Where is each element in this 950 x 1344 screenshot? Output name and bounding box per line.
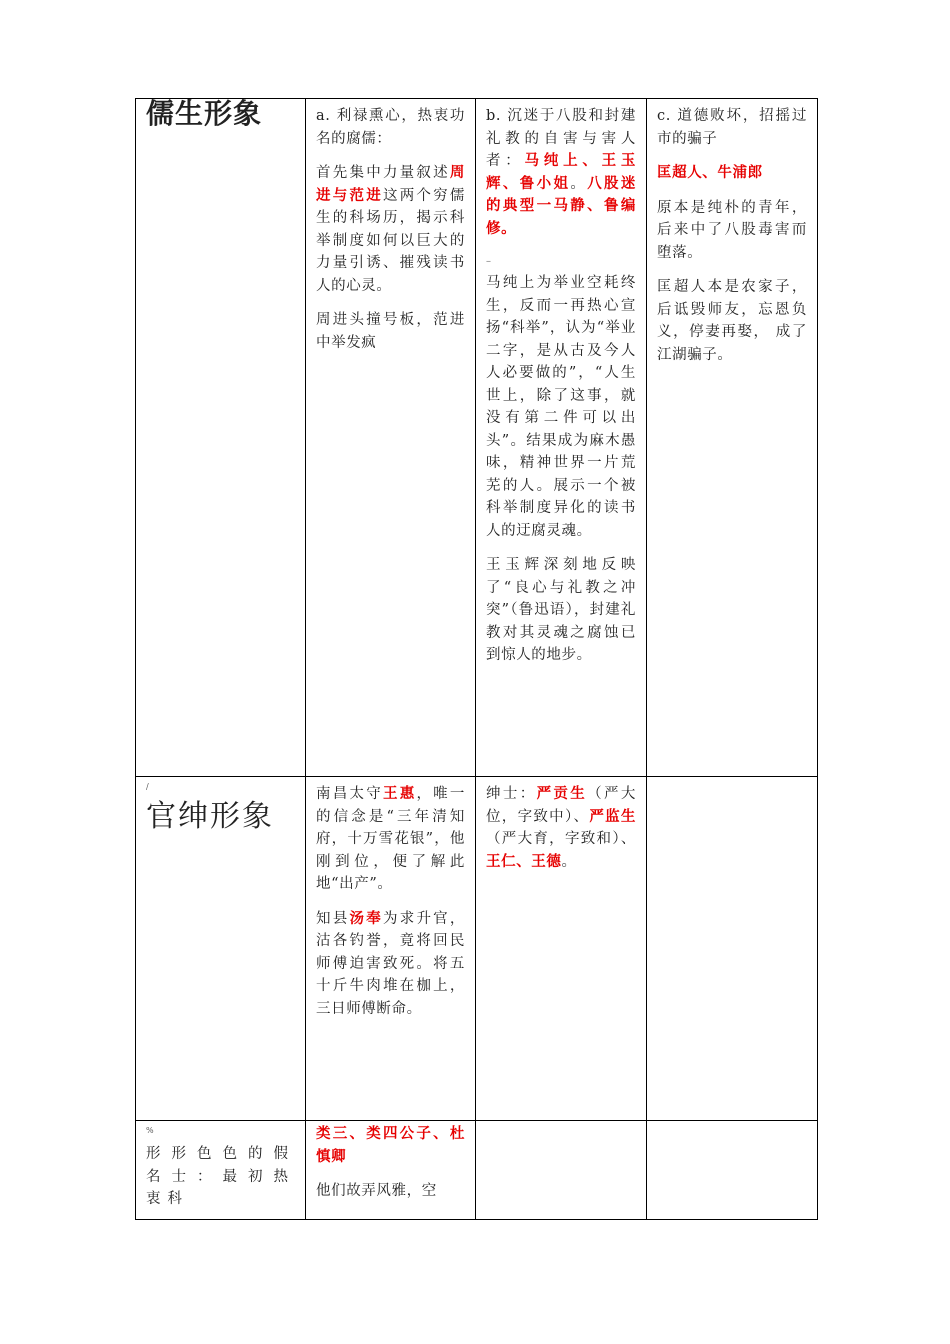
paragraph	[316, 162, 465, 297]
paragraph: 他们故弄风雅，空	[316, 1183, 437, 1199]
cell-pseudo-b	[476, 1121, 647, 1220]
category-cell-officials	[136, 777, 306, 1121]
cell-scholars-c	[647, 99, 818, 777]
cell-officials-b	[476, 777, 647, 1121]
category-cell-scholars	[136, 99, 306, 777]
text: （严大位，字致中）、	[486, 786, 636, 825]
highlight-name: 周进与范进	[316, 164, 465, 204]
highlight-name: 王仁、王德	[486, 852, 562, 870]
highlight-name: 严监生	[589, 807, 636, 825]
cell-pseudo-a	[306, 1121, 476, 1220]
highlight-name: 八股迷的典型一马静、鲁编修。	[486, 174, 637, 237]
cell-pseudo-c	[647, 1121, 818, 1220]
heading-a: a. 利禄熏心，热衷功名的腐儒：	[316, 108, 465, 147]
text: ，唯一的信念是“三年清知府，十万雪花银”，他刚到位，便了解此地“出产”。	[316, 786, 466, 892]
paragraph: 王玉辉深刻地反映了“良心与礼教之冲突”（鲁迅语），封建礼教对其灵魂之腐蚀已到惊人的地步。	[486, 557, 636, 663]
dash-mark: –	[486, 256, 492, 267]
table-row-officials	[136, 777, 818, 1121]
corner-mark: /	[146, 782, 150, 791]
text: 。	[570, 175, 588, 192]
text: （严大育，字致和）、	[486, 831, 636, 847]
cell-officials-a	[306, 777, 476, 1121]
paragraph	[486, 783, 636, 873]
text: 南昌太守	[316, 786, 383, 802]
category-cell-pseudo	[136, 1121, 306, 1220]
highlight-name: 王惠	[382, 785, 417, 802]
highlight-name: 严贡生	[536, 785, 588, 802]
heading-c: c. 道德败坏，招摇过市的骗子	[657, 108, 807, 147]
paragraph: 周进头撞号板，范进中举发疯	[316, 312, 465, 351]
highlight-name: 匡超人、牛浦郎	[657, 164, 763, 181]
paragraph: 原本是纯朴的青年，后来中了八股毒害而堕落。	[657, 199, 807, 261]
corner-mark: %	[146, 1126, 155, 1135]
cell-scholars-a	[306, 99, 476, 777]
text: 绅士：	[486, 786, 537, 802]
text: b. 沉迷于八股和封建礼教的自害与害人者：	[486, 108, 636, 169]
category-title: 儒生形象	[146, 97, 263, 130]
paragraph	[316, 783, 465, 896]
table-row-pseudo-scholars	[136, 1121, 818, 1220]
main-table	[135, 98, 818, 1220]
cell-scholars-b	[476, 99, 647, 777]
paragraph	[316, 908, 465, 1021]
table-row-scholars	[136, 99, 818, 777]
paragraph: 匡超人本是农家子，后诋毁师友，忘恩负义，停妻再娶， 成了江湖骗子。	[657, 279, 807, 363]
category-title: 官绅形象	[146, 799, 274, 834]
cell-officials-c	[647, 777, 818, 1121]
highlight-name: 类三、类四公子、杜慎卿	[316, 1125, 465, 1165]
text: 首先集中力量叙述	[316, 165, 450, 181]
text: 为求升官，沽各钓誉，竟将回民师傅迫害致死。将五十斤牛肉堆在枷上，三日师傅断命。	[316, 910, 466, 1017]
heading-b	[486, 105, 636, 240]
text: 知县	[316, 910, 350, 927]
highlight-name: 马纯上、王玉辉、鲁小姐	[486, 152, 636, 192]
category-text: 形形色色的假名士：最初热衷科	[146, 1146, 295, 1207]
highlight-name: 汤奉	[349, 909, 383, 927]
text: 这两个穷儒生的科场历，揭示科举制度如何以巨大的力量引诱、摧残读书人的心灵。	[316, 187, 465, 294]
text: 。	[561, 853, 577, 870]
paragraph: 马纯上为举业空耗终生，反而一再热心宣扬“科举”，认为“举业二字，是从古及今人人必要做的”，“人生世上，除了这事，就没有第二件可以出头”。结果成为麻木愚味，精神世界一片荒芜的人。展示一个被科举制度异化的读书人的迂腐灵魂。	[486, 275, 636, 539]
